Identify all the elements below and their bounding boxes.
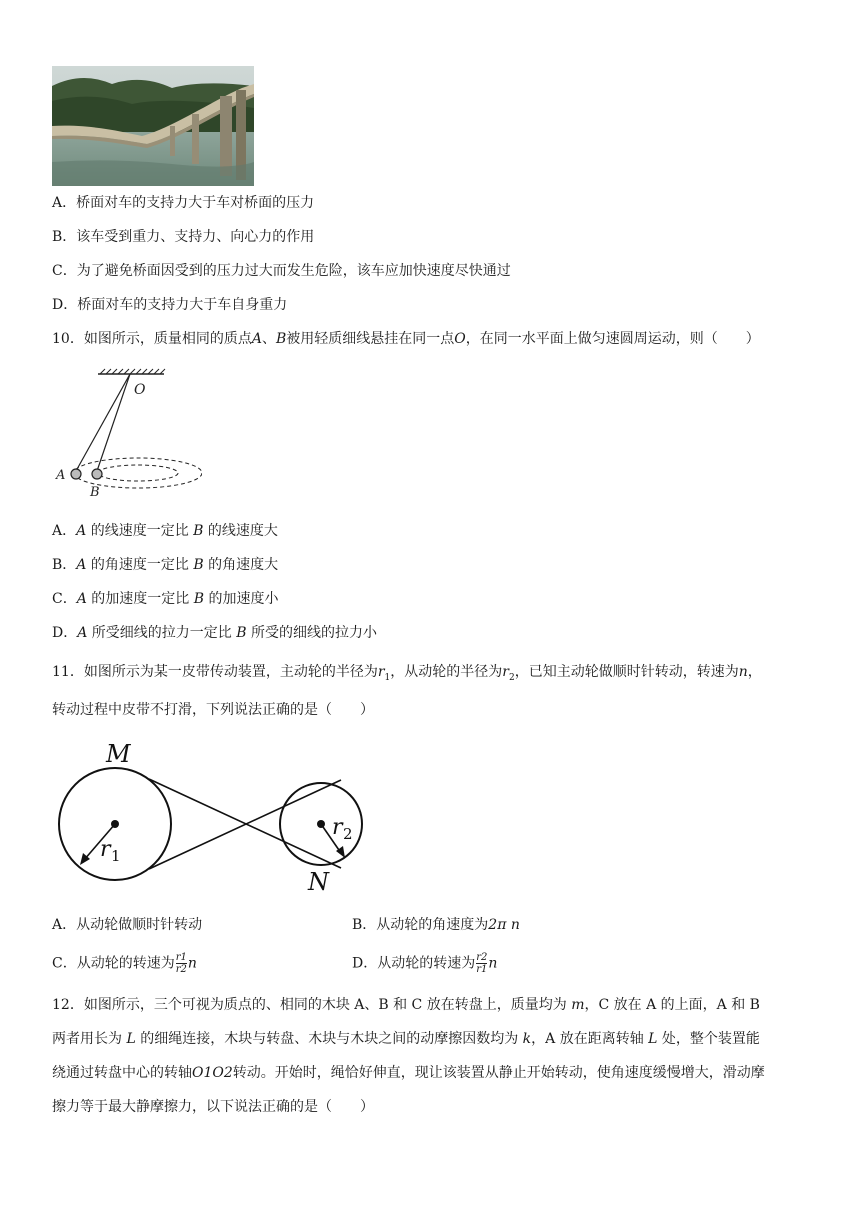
- q9-option-c: C．为了避免桥面因受到的压力过大而发生危险，该车应加快速度尽快通过: [52, 263, 511, 279]
- q11-label-n: N: [308, 868, 329, 896]
- fraction-numerator: r1: [175, 952, 187, 963]
- var-b: B: [236, 625, 247, 641]
- q10-var-b: B: [275, 331, 287, 347]
- n-symbol: n: [187, 955, 197, 972]
- option-prefix: C．: [52, 591, 77, 607]
- option-text: C．从动轮的转速为: [52, 955, 175, 972]
- l-symbol: L: [126, 1031, 136, 1047]
- q10-option-b: [52, 555, 278, 575]
- q10-stem-text-2: 被用轻质细线悬挂在同一点: [286, 331, 455, 347]
- n-symbol: n: [738, 664, 748, 680]
- q11-label-r2-sub: 2: [343, 825, 353, 843]
- q9-option-d: D．桥面对车的支持力大于车自身重力: [52, 297, 288, 313]
- option-text: B．从动轮的角速度为: [352, 917, 489, 933]
- fraction: [176, 952, 187, 975]
- q11-option-a: A．从动轮做顺时针转动: [52, 917, 203, 933]
- q10-stem-text-3: ，在同一水平面上做匀速圆周运动，则（ ）: [465, 331, 760, 347]
- q11-option-b: [352, 915, 520, 935]
- q11-stem-text: ，: [747, 664, 762, 680]
- q10-var-o: O: [454, 331, 466, 347]
- q12-stem-text: 绕通过转盘中心的转轴: [52, 1065, 192, 1081]
- var-a: A: [77, 625, 88, 641]
- q10-option-d: [52, 623, 377, 643]
- q12-stem-text: 处，整个装置能: [657, 1031, 760, 1047]
- q10-var-a: A: [251, 331, 262, 347]
- q12-stem-text: ，C 放在 A 的上面，A 和 B: [584, 997, 760, 1013]
- q10-label-a: A: [56, 468, 66, 483]
- option-prefix: B．: [52, 557, 77, 573]
- q9-option-a: A．桥面对车的支持力大于车对桥面的压力: [52, 195, 315, 211]
- option-prefix: A．: [52, 523, 77, 539]
- fraction-denominator: r2: [175, 964, 187, 975]
- q11-stem-line-1: [52, 662, 762, 688]
- q11-label-r1: r: [100, 837, 111, 862]
- fraction-denominator: r1: [476, 964, 488, 975]
- r1-subscript: 1: [384, 672, 391, 683]
- var-a: A: [76, 591, 87, 607]
- fraction: [476, 952, 487, 975]
- var-b: B: [193, 523, 204, 539]
- option-text: 的加速度一定比: [86, 591, 194, 607]
- var-a: A: [76, 557, 87, 573]
- q11-option-d: [352, 952, 497, 975]
- q10-stem-text: 10．如图所示，质量相同的质点: [52, 331, 252, 347]
- q12-stem-line-1: [52, 995, 760, 1015]
- q11-figure: [52, 738, 372, 898]
- option-text: 的角速度大: [203, 557, 279, 573]
- axis-symbol: O1O2: [192, 1065, 233, 1081]
- q11-label-m: M: [106, 740, 131, 768]
- q12-stem-text: 的细绳连接，木块与转盘、木块与木块之间的动摩擦因数均为: [135, 1031, 523, 1047]
- q11-stem-text: ，已知主动轮做顺时针转动，转速为: [514, 664, 739, 680]
- q11-label-r2: r: [332, 815, 343, 840]
- k-symbol: k: [522, 1031, 532, 1047]
- m-symbol: m: [571, 997, 585, 1013]
- option-text: 的加速度小: [204, 591, 279, 607]
- option-prefix: D．: [52, 625, 78, 641]
- q12-stem-text: 12．如图所示，三个可视为质点的、相同的木块 A、B 和 C 放在转盘上，质量均为: [52, 997, 572, 1013]
- option-text: 所受的细线的拉力小: [246, 625, 378, 641]
- q10-figure: [52, 368, 202, 503]
- q10-label-o: O: [134, 382, 146, 398]
- option-text: 的线速度一定比: [86, 523, 194, 539]
- r1-symbol: r: [377, 664, 385, 680]
- n-symbol: n: [488, 955, 498, 972]
- bridge-photo: [52, 66, 254, 186]
- q10-stem: [52, 329, 760, 349]
- q12-stem-text: 转动。开始时，绳恰好伸直，现让该装置从静止开始转动，使角速度缓慢增大，滑动摩: [232, 1065, 765, 1081]
- option-text: 的角速度一定比: [86, 557, 194, 573]
- q12-stem-line-4: 擦力等于最大静摩擦力，以下说法正确的是（ ）: [52, 1099, 374, 1115]
- q10-option-a: [52, 521, 278, 541]
- q12-stem-line-3: [52, 1063, 765, 1083]
- r2-symbol: r: [502, 664, 509, 680]
- l-symbol: L: [648, 1031, 658, 1047]
- r2-subscript: 2: [508, 672, 515, 683]
- q12-stem-text: 两者用长为: [52, 1031, 127, 1047]
- q11-label-r1-sub: 1: [111, 847, 121, 865]
- q10-sep: 、: [261, 331, 276, 347]
- var-b: B: [193, 591, 205, 607]
- option-text: 的线速度大: [203, 523, 278, 539]
- var-b: B: [193, 557, 204, 573]
- option-text: D．从动轮的转速为: [352, 955, 476, 972]
- fraction-numerator: r2: [476, 952, 488, 963]
- q12-stem-line-2: [52, 1029, 760, 1049]
- q10-option-c: [52, 589, 279, 609]
- option-math: 2π n: [488, 917, 520, 933]
- q12-stem-text: ，A 放在距离转轴: [531, 1031, 649, 1047]
- q11-stem-text: ，从动轮的半径为: [390, 664, 503, 680]
- q11-stem-text: 11．如图所示为某一皮带传动装置，主动轮的半径为: [52, 664, 378, 680]
- q11-stem-line-2: 转动过程中皮带不打滑，下列说法正确的是（ ）: [52, 702, 374, 718]
- q10-label-b: B: [90, 485, 100, 500]
- q11-option-c: [52, 952, 197, 975]
- var-a: A: [76, 523, 87, 539]
- q9-option-b: B．该车受到重力、支持力、向心力的作用: [52, 229, 315, 245]
- option-text: 所受细线的拉力一定比: [87, 625, 237, 641]
